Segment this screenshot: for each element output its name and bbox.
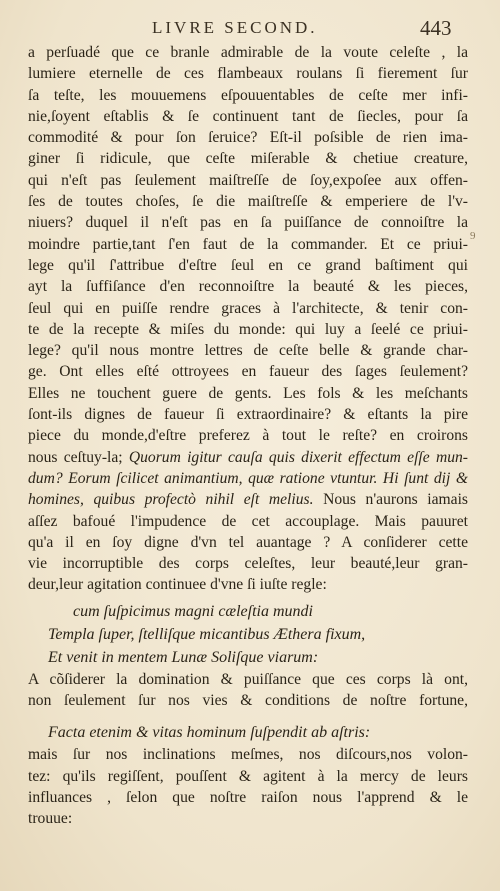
text-line: piece du monde,d'eſtre preferez à tout le reſte? en croirons	[28, 427, 468, 445]
text-line: commodité & pour ſon ſeruice? Eſt-il poſsible de rien ima-	[28, 129, 468, 147]
text-line: a perſuadé que ce branle admirable de la voute celeſte , la	[28, 44, 468, 61]
verse-line-2: Templa ſuper, ſtelliſque micantibus Æthera fixum,	[48, 625, 366, 643]
paragraph-2	[28, 511, 468, 596]
running-head: LIVRE SECOND.	[152, 18, 318, 37]
text-line: lege qu'il ſ'attribue d'eſtre ſeul en ce grand baſtiment qui	[28, 256, 468, 274]
text-line: ſont-ils dignes de faueur ſi extraordinaire? & eſtants la pire	[28, 406, 468, 424]
text-line: ſes de toutes choſes, ſe die maiſtreſſe & emperiere de l'v-	[28, 193, 468, 211]
text-line: non ſeulement ſur nos vies & conditions de noſtre fortune,	[28, 692, 468, 710]
text-line: deur,leur agitation continuee d'vne ſi iuſte regle:	[28, 576, 327, 594]
page-number: 443	[420, 16, 452, 40]
text-line: mais ſur nos inclinations meſmes, nos diſcours,nos volon-	[28, 746, 468, 764]
margin-mark: 9	[470, 230, 476, 242]
text-line: lege? qu'il nous montre lettres de ceſte belle & grande char-	[28, 342, 468, 360]
text-line: trouue:	[28, 810, 73, 828]
text-line-latin-1	[28, 447, 468, 468]
paragraph-1	[28, 42, 468, 447]
text-line: te de la recepte & miſes du monde: qui luy a ſeelé ce priui-	[28, 320, 468, 338]
text-line: Elles ne touchent guere de gents. Les fols & les meſchants	[28, 384, 468, 402]
text-line: qu'a il en ſoy digne d'vn tel auantage ? A conſiderer cette	[28, 533, 468, 551]
text-line: A cõſiderer la domination & puiſſance que ces corps là ont,	[28, 670, 468, 688]
verse-line-3: Et venit in mentem Lunæ Soliſque viarum:	[48, 648, 319, 666]
latin-quote-end: homines, quibus profectò nihil eſt melius.	[28, 491, 314, 509]
text-line: niuers? duquel il n'eſt pas en ſa puiſſance de connoiſtre la	[28, 214, 468, 232]
text-line: nie,ſoyent eſtablis & ſe continuent tant de ſiecles, pour ſa	[28, 107, 468, 125]
text-line: ſa teſte, les mouuemens eſpouuentables de ceſte mer infi-	[28, 86, 468, 104]
text-line: ſeul qui en puiſſe rendre graces à l'architecte, & tenir con-	[28, 299, 468, 317]
text-line: qui n'eſt pas ſeulement maiſtreſſe de ſoy,expoſee aux offen-	[28, 171, 468, 189]
page-header	[0, 14, 500, 40]
text-line-latin-3	[28, 489, 468, 510]
text-line: tez: qu'ils regiſſent, pouſſent & agitent à la mercy de leurs	[28, 767, 468, 785]
text-line: giner ſi ridicule, que ceſte miſerable & chetiue creature,	[28, 150, 468, 168]
text-line: influances , ſelon que noſtre raiſon nous l'apprend & le	[28, 788, 468, 806]
paragraph-4	[28, 744, 468, 829]
text-line: aſſez bafoué l'impudence de cet accouplage. Mais pauuret	[28, 512, 468, 530]
verse-line-1: cum ſuſpicimus magni cæleſtia mundi	[73, 602, 313, 620]
latin-lead-in: nous ceſtuy-la;	[28, 448, 123, 466]
text-line: ayt la ſuffiſance d'en reconnoiſtre la beauté & les pieces,	[28, 278, 468, 296]
text-line-latin-2: dum? Eorum ſcilicet animantium, quæ ratione vtuntur. Hi ſunt dij &	[28, 469, 468, 487]
body-text	[28, 42, 468, 830]
text-line: ge. Ont elles eſté ottroyees en faueur des ſages ſeulement?	[28, 363, 468, 381]
text-line: lumiere eternelle de ces flambeaux roulans ſi fierement ſur	[28, 65, 468, 83]
text-line: moindre partie,tant ſ'en faut de la commander. Et ce priui-	[28, 235, 468, 253]
text-continuation: Nous n'aurons iamais	[323, 491, 468, 509]
latin-quote: Quorum igitur cauſa quis dixerit effectum eſſe mun-	[128, 448, 468, 466]
text-line: vie incorruptible des corps celeſtes, leur beauté,leur gran-	[28, 555, 468, 573]
paragraph-3	[28, 669, 468, 712]
verse-line-4: Facta etenim & vitas hominum ſuſpendit ab aſtris:	[48, 724, 371, 742]
